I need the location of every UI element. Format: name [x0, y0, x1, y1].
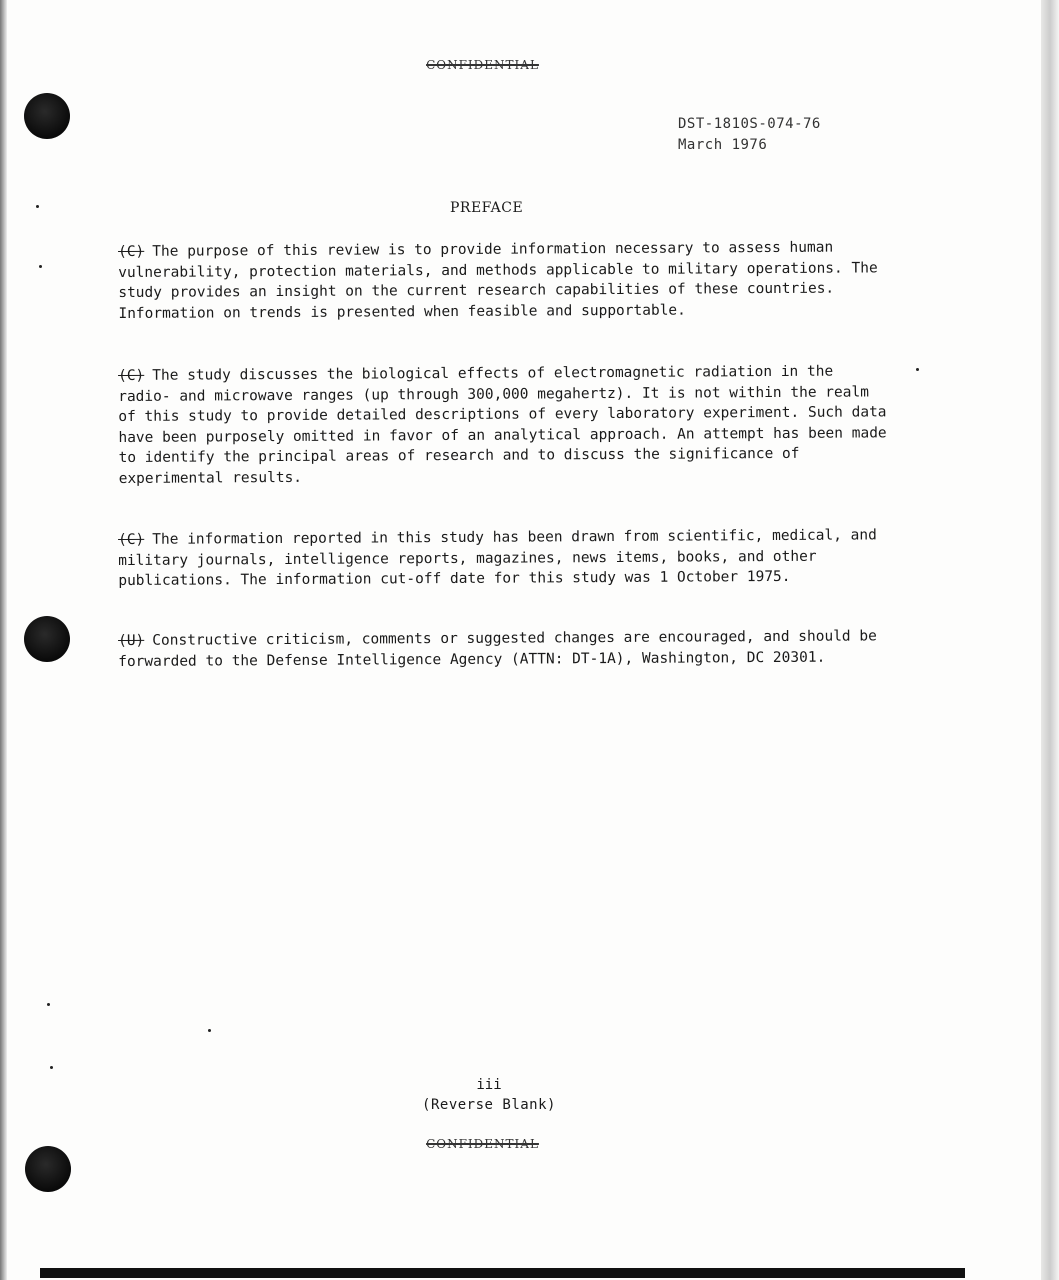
scan-bottom-edge: [40, 1268, 965, 1278]
classification-mark: (U): [118, 632, 145, 649]
paragraph-text: The information reported in this study has been drawn from scientific, medical, and military journals, intelligence reports, magazines, news items, books, and other publications. The information cut-off date for this study was 1 October 1975.: [118, 527, 877, 589]
scan-speck: [36, 205, 39, 208]
paragraph-purpose: [118, 237, 888, 324]
document-reference: [678, 114, 821, 156]
binder-hole-top: [24, 93, 70, 139]
reverse-blank-note: (Reverse Blank): [422, 1097, 556, 1113]
scan-speck: [39, 265, 42, 268]
scan-speck: [916, 368, 919, 371]
document-date: March 1976: [678, 137, 768, 153]
scan-speck: [47, 1003, 50, 1006]
paragraph-scope: [118, 361, 889, 489]
classification-mark: (C): [118, 243, 145, 260]
classification-header: [0, 58, 965, 72]
binder-hole-bottom: [25, 1146, 71, 1192]
classification-header-text: CONFIDENTIAL: [426, 58, 539, 72]
document-number: DST-1810S-074-76: [678, 116, 821, 132]
page-title: PREFACE: [450, 200, 524, 216]
paragraph-text: The purpose of this review is to provide information necessary to assess human vulnerability, protection materials, and methods applicable to military operations. The study provides an insight on the current research capabilities of these countries. Information on trends is presented when feasible and supportable.: [118, 239, 878, 322]
paragraph-sources: [118, 525, 888, 591]
classification-mark: (C): [118, 367, 145, 384]
paragraph-feedback: [118, 626, 888, 672]
classification-mark: (C): [118, 531, 145, 548]
classification-footer: [0, 1137, 965, 1151]
binder-hole-middle: [24, 616, 70, 662]
classification-footer-text: CONFIDENTIAL: [426, 1137, 539, 1151]
scan-speck: [50, 1066, 53, 1069]
scan-speck: [208, 1029, 211, 1032]
page-number: iii: [476, 1077, 502, 1093]
scan-right-edge: [1041, 0, 1059, 1280]
paragraph-text: Constructive criticism, comments or suggested changes are encouraged, and should be forwarded to the Defense Intelligence Agency (ATTN: DT-1A), Washington, DC 20301.: [118, 628, 877, 670]
paragraph-text: The study discusses the biological effects of electromagnetic radiation in the radio- and microwave ranges (up through 300,000 megahertz). It is not within the realm of this study to provide detailed descriptions of every laboratory experiment. Such data have been purposely omitted in favor of an analytical approach. An attempt has been made to identify the principal areas of research and to discuss the significance of experimental results.: [118, 363, 887, 487]
